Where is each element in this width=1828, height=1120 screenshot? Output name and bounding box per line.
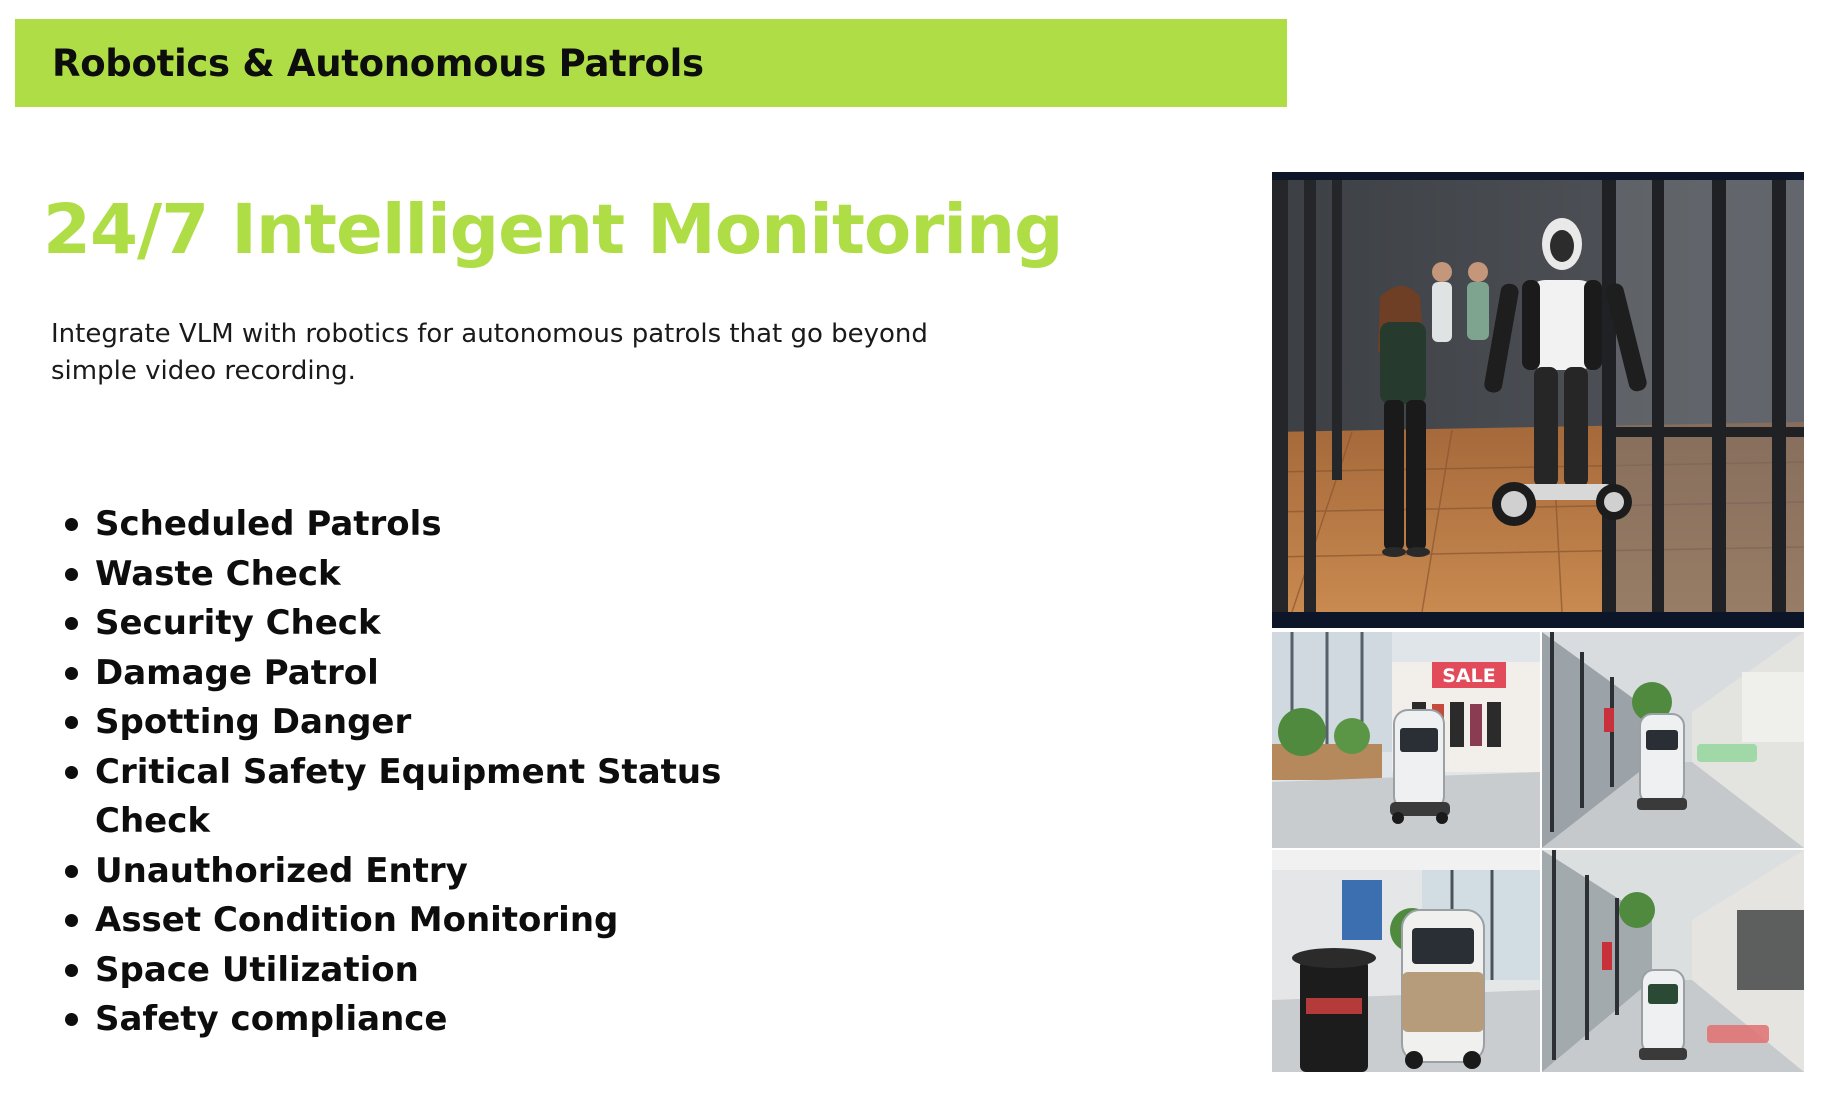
list-item — [62, 550, 722, 600]
humanoid-robot-illustration — [1272, 172, 1804, 628]
bullet-icon — [65, 568, 78, 581]
bullet-icon — [65, 667, 78, 680]
page-title: Robotics & Autonomous Patrols — [52, 41, 704, 85]
feature-label: Scheduled Patrols — [95, 504, 442, 544]
store-robot-illustration — [1272, 632, 1540, 848]
store-sign-text: SALE — [1442, 665, 1496, 687]
list-item — [62, 946, 722, 996]
list-item — [62, 995, 722, 1045]
hallway-robot-illustration — [1542, 850, 1804, 1072]
feature-label: Critical Safety Equipment Status Check — [95, 751, 722, 841]
corridor-robot-illustration — [1542, 632, 1804, 848]
list-item — [62, 500, 722, 550]
bullet-icon — [65, 964, 78, 977]
bullet-icon — [65, 617, 78, 630]
feature-label: Security Check — [95, 603, 381, 643]
feature-label: Waste Check — [95, 553, 341, 594]
list-item — [62, 748, 722, 847]
waste-robot-photo — [1272, 850, 1540, 1072]
feature-label: Damage Patrol — [95, 652, 379, 693]
bullet-icon — [65, 914, 78, 927]
feature-label: Spotting Danger — [95, 702, 412, 742]
bullet-icon — [65, 518, 78, 531]
feature-label: Space Utilization — [95, 949, 419, 990]
humanoid-robot-photo — [1272, 172, 1804, 628]
feature-label: Safety compliance — [95, 999, 448, 1039]
section-heading: 24/7 Intelligent Monitoring — [43, 190, 1063, 270]
list-item — [62, 698, 722, 748]
list-item — [62, 896, 722, 946]
bullet-icon — [65, 766, 78, 779]
title-banner — [15, 19, 1287, 107]
feature-label: Asset Condition Monitoring — [95, 900, 619, 940]
intro-text: Integrate VLM with robotics for autonomous patrols that go beyond simple video recording. — [51, 319, 928, 386]
list-item — [62, 847, 722, 897]
photo-collage — [1272, 172, 1804, 1072]
list-item — [62, 649, 722, 699]
bullet-icon — [65, 865, 78, 878]
waste-robot-illustration — [1272, 850, 1540, 1072]
feature-list — [62, 500, 722, 1045]
store-robot-photo — [1272, 632, 1540, 848]
bullet-icon — [65, 1013, 78, 1026]
feature-label: Unauthorized Entry — [95, 850, 468, 891]
bullet-icon — [65, 716, 78, 729]
hallway-robot-photo — [1542, 850, 1804, 1072]
corridor-robot-photo — [1542, 632, 1804, 848]
list-item — [62, 599, 722, 649]
